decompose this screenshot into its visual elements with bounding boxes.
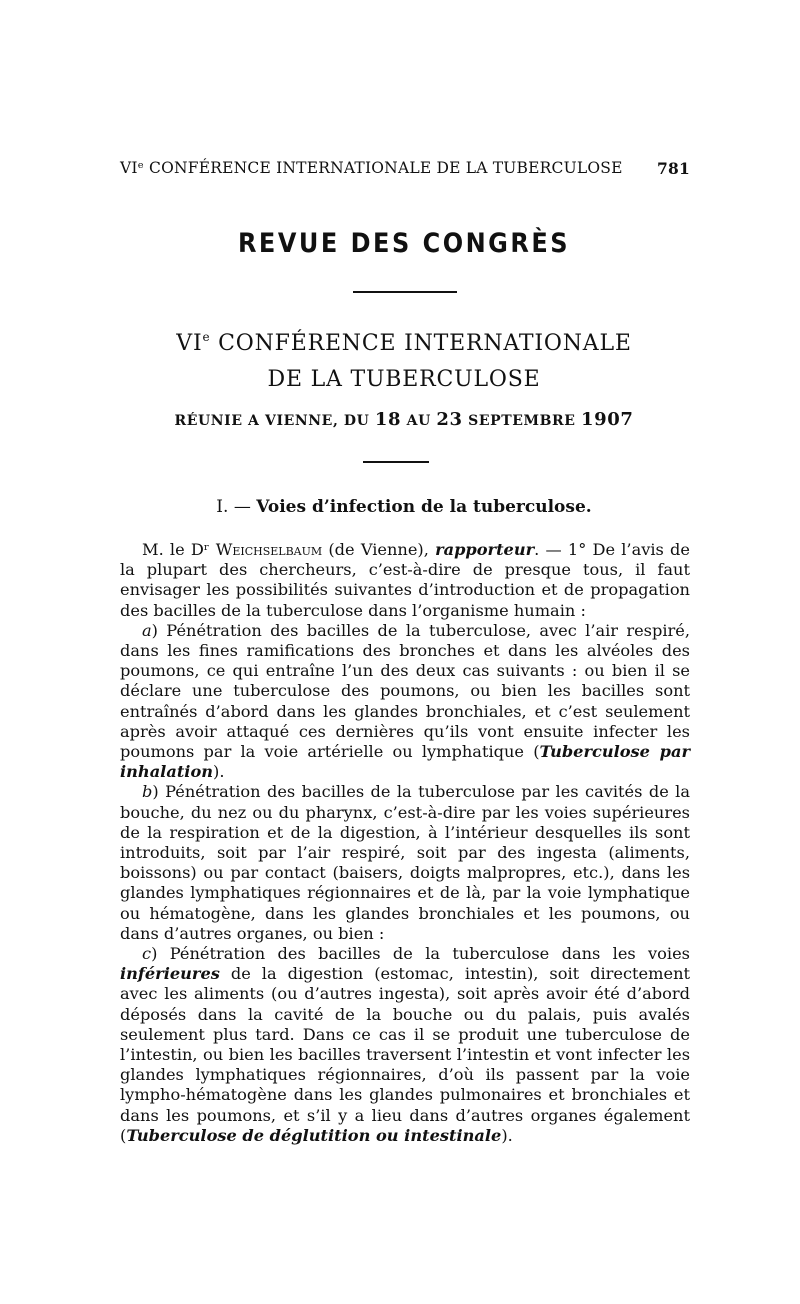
paragraph-c-term-1: inférieures	[120, 964, 220, 984]
journal-page	[120, 0, 691, 1304]
divider-rule	[363, 461, 429, 463]
paragraph-intro	[120, 540, 690, 621]
paragraph-a-text: ) Pénétration des bacilles de la tuberculose, avec l’air respiré, dans les fines ramifications des bronches et dans les alvéoles des poumons, ce qui entraîne l’un des deux cas suivants : ou bien il se déclare une tuberculose des poumons, ou bien les bacilles sont entraînés d’abord dans les glandes bronchiales, et c’est seulement après avoir attaqué ces dernières qu’ils vont ensuite infecter les poumons par la voie artérielle ou lymphatique (	[120, 620, 690, 762]
running-head-title: VIᵉ CONFÉRENCE INTERNATIONALE DE LA TUBERCULOSE	[120, 159, 623, 177]
conference-title-line-1	[120, 330, 688, 356]
item-label-b: b	[142, 782, 153, 802]
item-label-a: a	[142, 620, 152, 640]
meeting-connector: AU	[401, 413, 437, 429]
paragraph-a-term: Tuberculose par inhalation	[120, 742, 690, 782]
meeting-end-day: 23	[436, 409, 463, 430]
paragraph-a	[120, 621, 690, 783]
paragraph-c	[120, 944, 690, 1146]
author-name: Weichselbaum	[215, 540, 323, 559]
author-role: rapporteur	[435, 540, 535, 559]
conference-title-line-2: DE LA TUBERCULOSE	[267, 367, 541, 392]
paragraph-b-text: ) Pénétration des bacilles de la tuberculose par les cavités de la bouche, du nez ou du pharynx, c’est-à-dire par les voies supérieures de la respiration et de la digestion, à l’intérieur desquelles ils sont introduits, soit par l’air respiré, soit par des ingesta (aliments, boissons) ou par contact (baisers, doigts malpropres, etc.), dans les glandes lymphatiques régionnaires et de là, par la voie lymphatique ou hématogène, dans les glandes bronchiales et les poumons, ou dans d’autres organes, ou bien :	[120, 782, 690, 943]
subsection-heading	[120, 497, 688, 517]
page-number: 781	[657, 159, 690, 178]
paragraph-c-text-1: ) Pénétration des bacilles de la tuberculose dans les voies	[151, 944, 690, 964]
running-head	[120, 159, 688, 181]
conference-ordinal-suffix: e	[202, 330, 211, 344]
paragraph-c-text-2: de la digestion (estomac, intestin), soit directement avec les aliments (ou d’autres ingesta), soit après avoir été d’abord déposés dans la cavité de la bouche ou du palais, puis avalés seulement plus tard. Dans ce cas il se produit une tuberculose de l’intestin, ou bien les bacilles traversent l’intestin et vont infecter les glandes lymphatiques régionnaires, d’où ils passent par la voie lympho-hématogène dans les glandes pulmonaires et bronchiales et dans les poumons, et s’il y a lieu dans d’autres organes également (	[120, 964, 690, 1145]
subsection-title: Voies d’infection de la tuberculose.	[256, 497, 592, 517]
paragraph-c-term-2: Tuberculose de déglutition ou intestinale	[126, 1125, 502, 1145]
subsection-number: I. —	[216, 497, 257, 517]
conference-ordinal: VI	[176, 331, 203, 356]
author-affiliation: (de Vienne),	[322, 540, 436, 559]
paragraph-c-end: ).	[501, 1125, 513, 1145]
paragraph-a-end: ).	[213, 762, 225, 782]
conference-title-text: CONFÉRENCE INTERNATIONALE	[210, 331, 632, 356]
intro-lead: M. le Dʳ	[142, 540, 216, 559]
meeting-month: SEPTEMBRE	[462, 413, 582, 429]
meeting-info	[120, 409, 688, 430]
intro-text: . — 1° De l’avis de la plupart des chercheurs, c’est-à-dire de presque tous, il faut envisager les possibilités suivantes d’introduction et de propagation des bacilles de la tuberculose dans l’organisme humain :	[120, 540, 691, 620]
article-body	[120, 540, 690, 1146]
item-label-c: c	[142, 944, 152, 964]
divider-rule	[353, 291, 457, 293]
meeting-start-day: 18	[374, 409, 402, 430]
meeting-place: RÉUNIE A VIENNE, DU	[174, 413, 375, 429]
section-title: REVUE DES CONGRÈS	[237, 227, 571, 259]
meeting-year: 1907	[581, 409, 634, 430]
paragraph-b	[120, 782, 690, 944]
